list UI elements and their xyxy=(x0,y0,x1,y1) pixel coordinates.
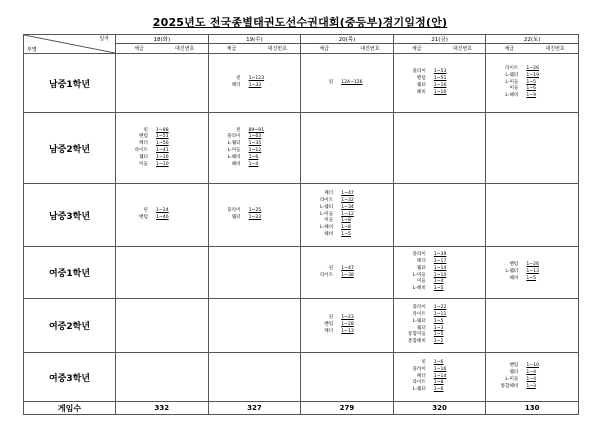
games-total-value: 332 xyxy=(116,402,209,415)
bout-entry xyxy=(394,259,486,266)
bracket-range: 1~2 xyxy=(433,339,444,345)
weight-class: 밴텀 xyxy=(416,76,426,82)
bracket-range: 89~91 xyxy=(248,127,265,133)
bracket-range: 1~5 xyxy=(433,286,444,292)
bracket-range: 1~22 xyxy=(433,305,447,311)
bout-entry xyxy=(486,370,578,377)
weight-class: 미들 xyxy=(416,279,426,285)
weight-class: 라이트 xyxy=(412,311,426,317)
schedule-cell xyxy=(208,54,301,113)
bout-entry xyxy=(116,155,208,162)
bracket-number-header: 대진번호 xyxy=(545,46,565,52)
weight-class: 페더 xyxy=(139,141,148,147)
weight-class: 플라이 xyxy=(412,366,426,372)
weight-class: 페더 xyxy=(416,373,426,379)
bout-entry xyxy=(394,252,486,259)
division-label: 남중1학년 xyxy=(24,54,116,113)
bracket-range: 1~46 xyxy=(156,215,169,220)
bout-entry xyxy=(394,90,486,97)
bracket-range: 1~32 xyxy=(341,198,354,203)
bracket-range: 1~3 xyxy=(526,383,537,389)
bracket-range: 1~19 xyxy=(526,72,539,78)
bracket-range: 1~4 xyxy=(526,370,537,376)
bracket-range: 1~10 xyxy=(433,89,447,95)
bout-entry xyxy=(301,80,393,87)
bout-entry xyxy=(394,305,486,312)
schedule-cell xyxy=(208,247,301,299)
bracket-range: 1~6 xyxy=(433,360,444,365)
schedule-cell xyxy=(301,247,394,299)
day-header: 21(금) xyxy=(393,35,486,44)
day-header: 19(수) xyxy=(208,35,301,44)
bracket-range: 1~34 xyxy=(341,204,354,210)
schedule-cell xyxy=(116,353,209,402)
bracket-range: 1~3 xyxy=(433,325,444,331)
weight-class: 핀 xyxy=(328,79,334,85)
weight-class: 밴텀 xyxy=(139,215,148,220)
weight-class: L-미들 xyxy=(227,148,241,153)
weight-class: 웰터 xyxy=(231,215,241,220)
corner-header xyxy=(24,35,116,54)
weight-class: 페더 xyxy=(416,258,426,264)
weight-class: L-미들 xyxy=(505,79,519,85)
bracket-range: 1~25 xyxy=(248,208,262,214)
date-axis-label: 일자 xyxy=(99,36,109,42)
division-row xyxy=(24,247,579,299)
weight-class: 밴텀 xyxy=(509,363,519,369)
weight-class: L-웰터 xyxy=(412,318,426,324)
schedule-cell xyxy=(486,184,579,247)
division-row xyxy=(24,184,579,247)
bout-entry xyxy=(394,266,486,273)
games-total-row xyxy=(24,402,579,415)
bracket-range: 1~51 xyxy=(433,76,447,82)
bout-entry xyxy=(486,384,578,391)
bracket-range: 1~5 xyxy=(526,275,537,281)
schedule-cell xyxy=(486,247,579,299)
division-row xyxy=(24,113,579,184)
weight-class: L-웰터 xyxy=(412,387,426,393)
bout-entry xyxy=(301,225,393,232)
schedule-cell xyxy=(393,299,486,353)
weight-class: 미들 xyxy=(509,86,519,92)
weight-class: 라이트 xyxy=(319,272,334,278)
weight-class: 밴텀 xyxy=(324,322,334,328)
day-header: 22(토) xyxy=(486,35,579,44)
weight-class: L-헤비 xyxy=(412,286,426,292)
bout-entry xyxy=(209,208,301,215)
bout-entry xyxy=(209,76,301,83)
weight-class: 웰터 xyxy=(509,370,519,376)
weight-class: L-웰터 xyxy=(505,269,519,275)
bracket-range: 1~16 xyxy=(156,154,169,160)
division-row xyxy=(24,299,579,353)
schedule-cell xyxy=(116,184,209,247)
bout-entry xyxy=(394,367,486,374)
weight-class: L-웰터 xyxy=(505,72,519,78)
bracket-range: 1~6 xyxy=(433,387,444,393)
weight-class: 라이트 xyxy=(319,198,334,203)
bracket-range: 1~5 xyxy=(433,318,444,324)
schedule-table xyxy=(23,34,579,415)
bout-entry xyxy=(116,162,208,169)
schedule-cell xyxy=(486,299,579,353)
bout-entry xyxy=(394,387,486,394)
schedule-cell xyxy=(486,54,579,113)
bracket-range: 1~56 xyxy=(156,141,169,147)
weight-class-header: 체급 xyxy=(504,46,515,52)
weight-class: 헤비 xyxy=(509,275,519,281)
games-total-value: 279 xyxy=(301,402,394,415)
weight-class: 플라이 xyxy=(412,305,426,311)
bout-entry xyxy=(394,83,486,90)
weight-class: 헤비 xyxy=(416,89,426,95)
bout-entry xyxy=(209,162,301,169)
schedule-cell xyxy=(393,247,486,299)
bracket-range: 1~28 xyxy=(341,322,354,328)
bout-entry xyxy=(209,155,301,162)
bracket-range: 1~9 xyxy=(526,93,537,99)
bracket-range: 1~51 xyxy=(156,134,169,140)
division-label: 여중3학년 xyxy=(24,353,116,402)
weight-class-header: 체급 xyxy=(134,46,144,52)
bout-entry xyxy=(486,73,578,80)
bracket-range: 1~41 xyxy=(156,148,169,153)
games-total-value: 130 xyxy=(486,402,579,415)
weight-class: 웰터 xyxy=(416,265,426,271)
bout-entry xyxy=(116,215,208,222)
weight-class: L-웰터 xyxy=(227,141,241,147)
division-label: 남중2학년 xyxy=(24,113,116,184)
weight-class-header: 체급 xyxy=(226,46,237,52)
bracket-range: 1~10 xyxy=(526,363,539,369)
bracket-range: 1~35 xyxy=(248,141,262,147)
bracket-range: 1~12 xyxy=(341,211,354,217)
bout-entry xyxy=(301,273,393,280)
weight-class: L-미들 xyxy=(505,377,519,382)
bracket-range: 1~123 xyxy=(248,76,265,82)
bracket-range: 1~47 xyxy=(341,265,354,271)
bracket-range: 1~16 xyxy=(433,83,447,88)
bout-entry xyxy=(209,83,301,90)
schedule-cell xyxy=(393,54,486,113)
division-label: 여중1학년 xyxy=(24,247,116,299)
bracket-number-header: 대진번호 xyxy=(175,46,195,52)
division-label: 여중2학년 xyxy=(24,299,116,353)
bout-entry xyxy=(394,312,486,319)
bout-entry xyxy=(209,141,301,148)
weight-class: 통합헤비 xyxy=(500,383,519,389)
bout-entry xyxy=(301,191,393,198)
bracket-range: 1~11 xyxy=(433,311,447,317)
bracket-range: 1~17 xyxy=(433,258,447,264)
division-label: 남중3학년 xyxy=(24,184,116,247)
bout-entry xyxy=(301,232,393,239)
bout-entry xyxy=(301,266,393,273)
weight-class: 핀 xyxy=(236,76,241,82)
weight-class: L-헤비 xyxy=(505,93,519,99)
bracket-range: 1~14 xyxy=(433,265,447,271)
weight-class: 페더 xyxy=(324,191,334,197)
bracket-range: 1~13 xyxy=(341,328,354,334)
bracket-range: 1~10 xyxy=(433,272,447,278)
division-row xyxy=(24,353,579,402)
weight-class: 통합미들 xyxy=(408,332,426,338)
bracket-range: 1~8 xyxy=(341,225,351,231)
weight-class: 플라이 xyxy=(227,208,241,214)
sub-header xyxy=(393,44,486,54)
schedule-cell xyxy=(393,113,486,184)
schedule-cell xyxy=(486,353,579,402)
bracket-range: 1~24 xyxy=(156,208,169,214)
bracket-range: 1~4 xyxy=(248,161,259,167)
sub-header xyxy=(486,44,579,54)
bout-entry xyxy=(394,76,486,83)
weight-class: 핀 xyxy=(421,360,426,365)
bracket-range: 1~5 xyxy=(433,332,444,338)
division-axis-label: 부별 xyxy=(27,47,37,53)
bracket-range: 1~5 xyxy=(341,231,351,237)
bracket-range: 1~16 xyxy=(433,366,447,372)
schedule-cell xyxy=(486,113,579,184)
weight-class: 라이트 xyxy=(134,148,148,153)
bout-entry xyxy=(301,205,393,212)
division-row xyxy=(24,54,579,113)
bracket-range: 1~39 xyxy=(433,252,447,258)
bout-entry xyxy=(394,286,486,293)
bout-entry xyxy=(301,329,393,336)
bout-entry xyxy=(486,269,578,276)
bracket-range: 1~33 xyxy=(248,83,262,88)
bout-entry xyxy=(301,322,393,329)
bout-entry xyxy=(486,66,578,73)
bout-entry xyxy=(209,215,301,222)
bout-entry xyxy=(394,360,486,367)
bout-entry xyxy=(301,198,393,205)
bracket-range: 1~53 xyxy=(433,69,447,75)
weight-class: L-미들 xyxy=(412,272,426,278)
weight-class: L-미들 xyxy=(320,211,334,217)
sub-header xyxy=(208,44,301,54)
bracket-range: 1~6 xyxy=(526,86,537,92)
weight-class: 핀 xyxy=(328,315,334,321)
day-header: 18(화) xyxy=(116,35,209,44)
games-total-label: 게임수 xyxy=(24,402,116,415)
weight-class: 라이트 xyxy=(505,66,519,71)
weight-class: 플라이 xyxy=(227,134,241,140)
schedule-cell xyxy=(301,54,394,113)
sub-header xyxy=(116,44,209,54)
games-total-value: 320 xyxy=(393,402,486,415)
bracket-range: 1~4 xyxy=(433,279,444,285)
bracket-number-header: 대진번호 xyxy=(360,46,380,52)
weight-class: L-헤비 xyxy=(320,225,334,231)
weight-class: 웰터 xyxy=(416,83,426,88)
weight-class: L-헤비 xyxy=(227,154,241,160)
bout-entry xyxy=(486,276,578,283)
weight-class: 라이트 xyxy=(412,380,426,386)
schedule-cell xyxy=(116,113,209,184)
schedule-cell xyxy=(301,299,394,353)
bracket-range: 1~38 xyxy=(341,272,354,278)
schedule-cell xyxy=(208,353,301,402)
weight-class: 밴텀 xyxy=(509,262,519,268)
schedule-cell xyxy=(393,353,486,402)
weight-class: 플라이 xyxy=(412,252,426,258)
weight-class: 미들 xyxy=(139,161,148,167)
schedule-cell xyxy=(208,113,301,184)
weight-class: 핀 xyxy=(328,265,334,271)
bracket-range: 124~126 xyxy=(341,79,363,85)
weight-class: 웰터 xyxy=(139,154,148,160)
bout-entry xyxy=(116,141,208,148)
weight-class: 헤비 xyxy=(231,161,241,167)
bout-entry xyxy=(116,208,208,215)
bout-entry xyxy=(486,93,578,100)
schedule-cell xyxy=(116,299,209,353)
weight-class: 핀 xyxy=(143,127,148,133)
weight-class: 밴텀 xyxy=(139,134,148,140)
bracket-range: 1~5 xyxy=(526,79,537,85)
games-total-value: 327 xyxy=(208,402,301,415)
bracket-range: 1~12 xyxy=(248,148,262,153)
weight-class: 웰터 xyxy=(416,325,426,331)
schedule-cell xyxy=(301,184,394,247)
bracket-range: 1~26 xyxy=(526,66,539,71)
bout-entry xyxy=(116,148,208,155)
weight-class: 핀 xyxy=(143,208,148,214)
bracket-range: 1~23 xyxy=(341,315,354,321)
bout-entry xyxy=(486,377,578,384)
bracket-range: 1~8 xyxy=(341,218,351,224)
bout-entry xyxy=(209,148,301,155)
bracket-range: 1~26 xyxy=(526,262,539,268)
bracket-range: 1~23 xyxy=(248,215,262,220)
bracket-number-header: 대진번호 xyxy=(267,46,287,52)
bracket-range: 1~47 xyxy=(341,191,354,197)
weight-class-header: 체급 xyxy=(411,46,422,52)
bracket-range: 1~14 xyxy=(433,373,447,379)
bracket-number-header: 대진번호 xyxy=(452,46,473,52)
schedule-cell xyxy=(208,299,301,353)
bracket-range: 1~10 xyxy=(156,161,169,167)
schedule-cell xyxy=(393,184,486,247)
document-title: 2025년도 전국종별태권도선수권대회(중등부)경기일정(안) xyxy=(152,16,448,29)
weight-class-header: 체급 xyxy=(319,46,329,52)
weight-class: 페더 xyxy=(231,83,241,88)
bracket-range: 1~88 xyxy=(156,127,169,133)
bracket-range: 1~13 xyxy=(526,269,539,275)
bout-entry xyxy=(394,319,486,326)
schedule-cell xyxy=(208,184,301,247)
schedule-cell xyxy=(116,54,209,113)
bracket-range: 1~8 xyxy=(433,380,444,386)
schedule-cell xyxy=(116,247,209,299)
weight-class: L-웰터 xyxy=(320,204,334,210)
sub-header xyxy=(301,44,394,54)
schedule-cell xyxy=(301,113,394,184)
weight-class: 핀 xyxy=(236,127,241,133)
weight-class: 페더 xyxy=(324,328,334,334)
bracket-range: 1~4 xyxy=(526,377,537,382)
bracket-range: 1~6 xyxy=(248,154,259,160)
weight-class: 플라이 xyxy=(412,69,426,75)
day-header: 20(목) xyxy=(301,35,394,44)
bout-entry xyxy=(394,339,486,346)
bracket-range: 1~63 xyxy=(248,134,262,140)
weight-class: 미들 xyxy=(324,218,334,224)
schedule-cell xyxy=(301,353,394,402)
weight-class: 통합헤비 xyxy=(408,339,426,345)
weight-class: 헤비 xyxy=(324,231,334,237)
